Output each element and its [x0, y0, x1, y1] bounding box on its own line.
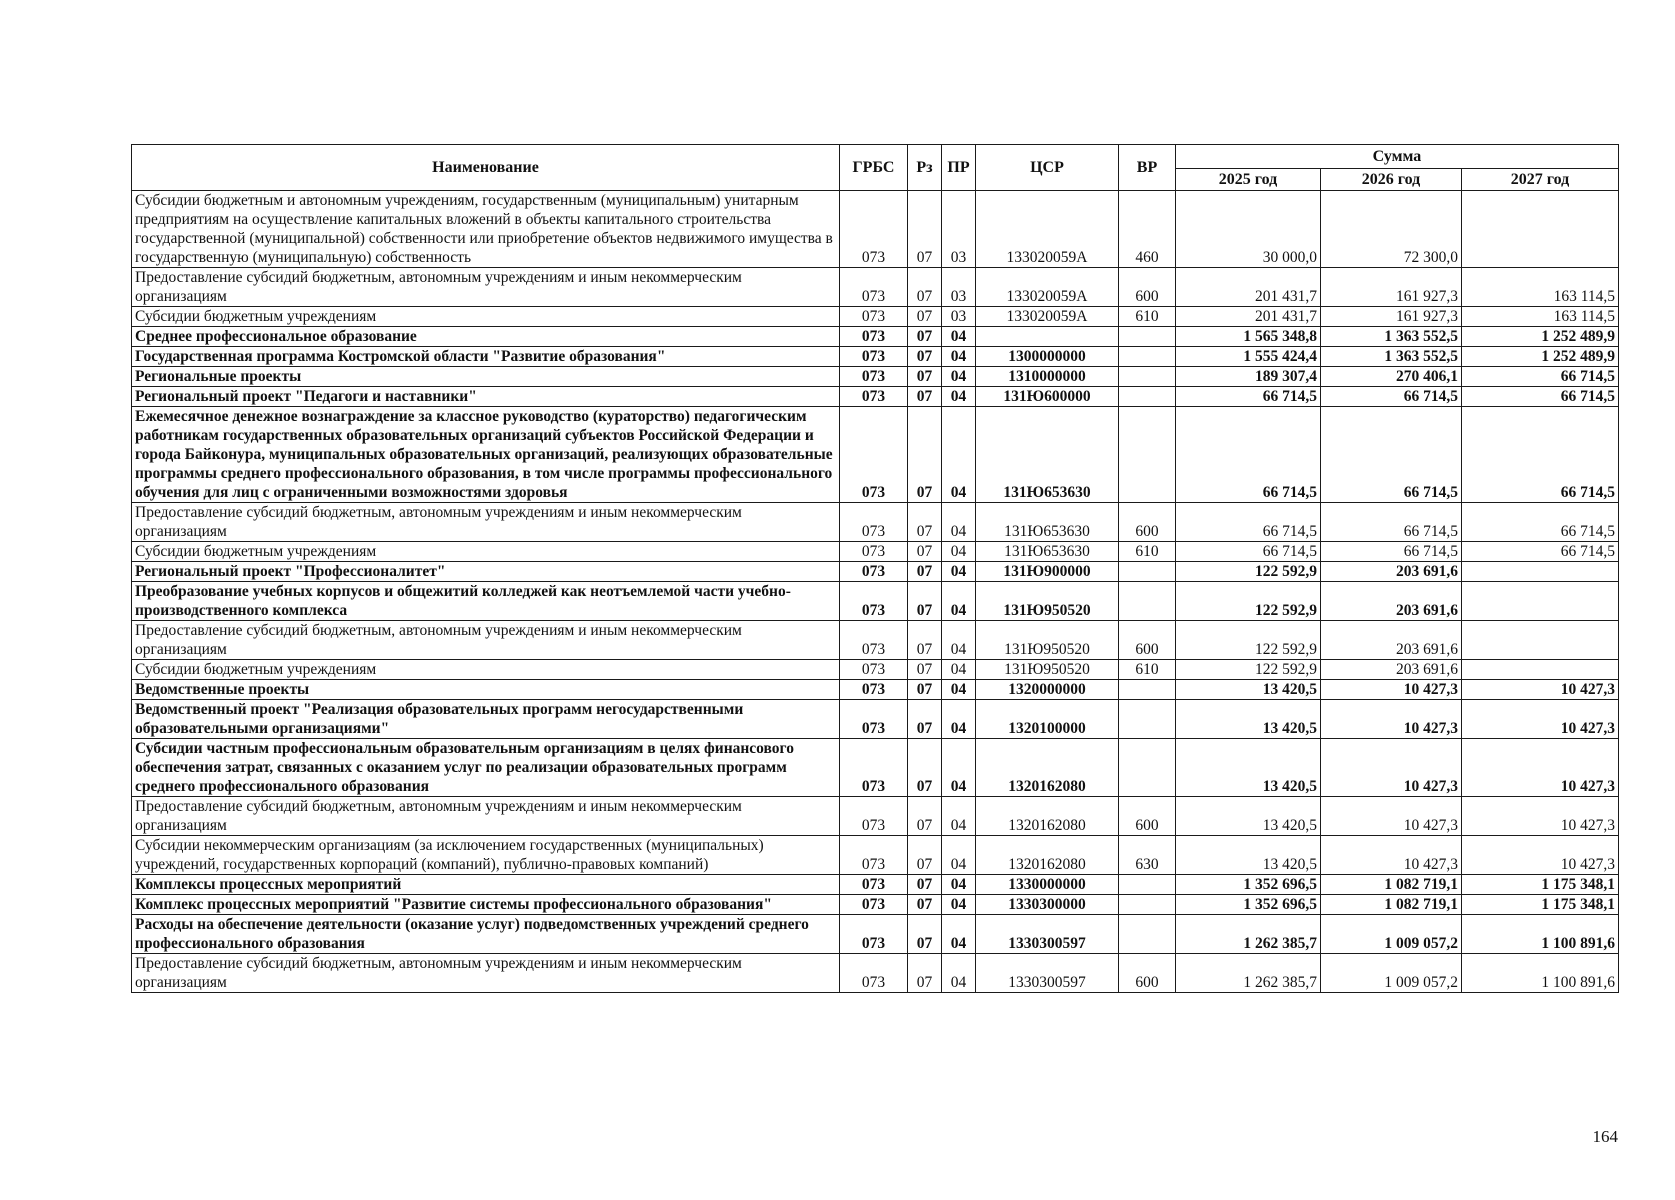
cell-csr: 131Ю950520	[976, 582, 1119, 621]
cell-y2025: 122 592,9	[1176, 562, 1321, 582]
cell-y2027: 66 714,5	[1462, 542, 1619, 562]
table-row	[132, 542, 1619, 562]
cell-name: Расходы на обеспечение деятельности (оказание услуг) подведомственных учреждений среднего профессионального образования	[132, 915, 840, 954]
cell-csr: 1330000000	[976, 875, 1119, 895]
cell-vr: 600	[1119, 621, 1176, 660]
cell-y2025: 1 262 385,7	[1176, 915, 1321, 954]
cell-vr	[1119, 739, 1176, 797]
cell-csr: 1320100000	[976, 700, 1119, 739]
table-row	[132, 582, 1619, 621]
cell-y2025: 201 431,7	[1176, 268, 1321, 307]
cell-rz: 07	[908, 700, 942, 739]
cell-y2026: 161 927,3	[1321, 307, 1462, 327]
table-row	[132, 621, 1619, 660]
cell-rz: 07	[908, 542, 942, 562]
cell-vr	[1119, 582, 1176, 621]
cell-rz: 07	[908, 407, 942, 503]
cell-y2026: 10 427,3	[1321, 797, 1462, 836]
cell-vr: 630	[1119, 836, 1176, 875]
cell-y2026: 203 691,6	[1321, 562, 1462, 582]
cell-y2026: 1 082 719,1	[1321, 875, 1462, 895]
cell-rz: 07	[908, 347, 942, 367]
cell-grbs: 073	[840, 562, 908, 582]
cell-csr: 131Ю653630	[976, 503, 1119, 542]
cell-grbs: 073	[840, 307, 908, 327]
cell-y2025: 201 431,7	[1176, 307, 1321, 327]
cell-csr: 1330300597	[976, 954, 1119, 993]
table-row	[132, 562, 1619, 582]
cell-y2025: 122 592,9	[1176, 621, 1321, 660]
cell-y2025: 66 714,5	[1176, 387, 1321, 407]
cell-y2027: 10 427,3	[1462, 739, 1619, 797]
table-row	[132, 387, 1619, 407]
budget-table	[131, 144, 1619, 993]
table-row	[132, 347, 1619, 367]
cell-y2025: 122 592,9	[1176, 582, 1321, 621]
cell-rz: 07	[908, 915, 942, 954]
cell-csr: 1320162080	[976, 836, 1119, 875]
cell-name: Субсидии бюджетным учреждениям	[132, 660, 840, 680]
cell-vr	[1119, 367, 1176, 387]
table-row	[132, 915, 1619, 954]
cell-grbs: 073	[840, 367, 908, 387]
cell-csr: 1310000000	[976, 367, 1119, 387]
cell-y2027: 10 427,3	[1462, 700, 1619, 739]
cell-rz: 07	[908, 739, 942, 797]
cell-vr: 600	[1119, 797, 1176, 836]
cell-y2027: 1 100 891,6	[1462, 915, 1619, 954]
cell-name: Предоставление субсидий бюджетным, автономным учреждениям и иным некоммерческим организациям	[132, 954, 840, 993]
table-row	[132, 700, 1619, 739]
cell-csr: 1330300000	[976, 895, 1119, 915]
header-vr: ВР	[1119, 145, 1176, 191]
cell-name: Среднее профессиональное образование	[132, 327, 840, 347]
cell-vr: 610	[1119, 307, 1176, 327]
cell-grbs: 073	[840, 875, 908, 895]
cell-y2025: 1 555 424,4	[1176, 347, 1321, 367]
header-year-2027: 2027 год	[1462, 169, 1619, 191]
cell-csr: 1320000000	[976, 680, 1119, 700]
cell-csr: 131Ю900000	[976, 562, 1119, 582]
table-row	[132, 307, 1619, 327]
cell-pr: 04	[942, 680, 976, 700]
cell-rz: 07	[908, 797, 942, 836]
cell-y2025: 13 420,5	[1176, 739, 1321, 797]
cell-rz: 07	[908, 503, 942, 542]
cell-y2027	[1462, 191, 1619, 268]
cell-rz: 07	[908, 836, 942, 875]
cell-grbs: 073	[840, 700, 908, 739]
cell-name: Предоставление субсидий бюджетным, автономным учреждениям и иным некоммерческим организациям	[132, 268, 840, 307]
cell-pr: 04	[942, 836, 976, 875]
cell-rz: 07	[908, 660, 942, 680]
cell-name: Предоставление субсидий бюджетным, автономным учреждениям и иным некоммерческим организациям	[132, 797, 840, 836]
cell-csr: 1300000000	[976, 347, 1119, 367]
cell-vr	[1119, 387, 1176, 407]
cell-pr: 04	[942, 915, 976, 954]
cell-y2025: 66 714,5	[1176, 542, 1321, 562]
cell-pr: 03	[942, 191, 976, 268]
cell-grbs: 073	[840, 895, 908, 915]
cell-vr	[1119, 562, 1176, 582]
cell-csr	[976, 327, 1119, 347]
cell-y2026: 203 691,6	[1321, 621, 1462, 660]
table-row	[132, 327, 1619, 347]
cell-name: Региональный проект "Педагоги и наставники"	[132, 387, 840, 407]
cell-rz: 07	[908, 875, 942, 895]
cell-name: Ведомственный проект "Реализация образовательных программ негосударственными образовательными организациями"	[132, 700, 840, 739]
cell-vr	[1119, 327, 1176, 347]
cell-y2026: 66 714,5	[1321, 503, 1462, 542]
cell-y2026: 66 714,5	[1321, 542, 1462, 562]
cell-y2027: 66 714,5	[1462, 367, 1619, 387]
cell-pr: 04	[942, 503, 976, 542]
cell-rz: 07	[908, 387, 942, 407]
cell-y2026: 161 927,3	[1321, 268, 1462, 307]
cell-grbs: 073	[840, 915, 908, 954]
cell-pr: 04	[942, 562, 976, 582]
cell-grbs: 073	[840, 191, 908, 268]
cell-csr: 1320162080	[976, 797, 1119, 836]
cell-name: Субсидии бюджетным и автономным учреждениям, государственным (муниципальным) унитарным предприятиям на осуществление капитальных вложений в объекты капитального строительства государственной (муниципальной) собственности или приобретение объектов недвижимого имущества в государственную (муниципальную) собственность	[132, 191, 840, 268]
table-row	[132, 954, 1619, 993]
cell-grbs: 073	[840, 503, 908, 542]
table-row	[132, 895, 1619, 915]
cell-grbs: 073	[840, 621, 908, 660]
cell-pr: 04	[942, 327, 976, 347]
cell-y2026: 1 009 057,2	[1321, 915, 1462, 954]
cell-name: Государственная программа Костромской области "Развитие образования"	[132, 347, 840, 367]
cell-name: Ежемесячное денежное вознаграждение за классное руководство (кураторство) педагогическим работникам государственных образовательных организаций субъектов Российской Федерации и города Байконура, муниципальных образовательных организаций, реализующих образовательные программы среднего профессионального образования, в том числе программы профессионального обучения для лиц с ограниченными возможностями здоровья	[132, 407, 840, 503]
cell-grbs: 073	[840, 542, 908, 562]
cell-csr: 1320162080	[976, 739, 1119, 797]
cell-pr: 04	[942, 347, 976, 367]
cell-y2026: 203 691,6	[1321, 582, 1462, 621]
cell-csr: 131Ю653630	[976, 407, 1119, 503]
header-name: Наименование	[132, 145, 840, 191]
cell-csr: 133020059А	[976, 307, 1119, 327]
cell-y2025: 66 714,5	[1176, 503, 1321, 542]
cell-grbs: 073	[840, 347, 908, 367]
cell-grbs: 073	[840, 660, 908, 680]
cell-y2025: 1 352 696,5	[1176, 895, 1321, 915]
table-body	[132, 191, 1619, 993]
cell-name: Ведомственные проекты	[132, 680, 840, 700]
header-csr: ЦСР	[976, 145, 1119, 191]
cell-y2025: 1 352 696,5	[1176, 875, 1321, 895]
cell-rz: 07	[908, 268, 942, 307]
cell-vr	[1119, 875, 1176, 895]
cell-name: Комплексы процессных мероприятий	[132, 875, 840, 895]
cell-y2026: 66 714,5	[1321, 387, 1462, 407]
cell-y2026: 10 427,3	[1321, 680, 1462, 700]
cell-name: Субсидии бюджетным учреждениям	[132, 542, 840, 562]
cell-rz: 07	[908, 954, 942, 993]
cell-csr: 131Ю600000	[976, 387, 1119, 407]
cell-y2027: 1 175 348,1	[1462, 875, 1619, 895]
header-rz: Рз	[908, 145, 942, 191]
cell-grbs: 073	[840, 680, 908, 700]
cell-csr: 131Ю950520	[976, 660, 1119, 680]
table-row	[132, 875, 1619, 895]
cell-pr: 04	[942, 542, 976, 562]
page-number: 164	[1592, 1127, 1618, 1146]
cell-rz: 07	[908, 621, 942, 660]
cell-name: Комплекс процессных мероприятий "Развитие системы профессионального образования"	[132, 895, 840, 915]
cell-pr: 04	[942, 660, 976, 680]
cell-pr: 04	[942, 621, 976, 660]
cell-y2027: 1 175 348,1	[1462, 895, 1619, 915]
cell-grbs: 073	[840, 407, 908, 503]
cell-name: Субсидии некоммерческим организациям (за исключением государственных (муниципальных) учреждений, государственных корпораций (компаний), публично-правовых компаний)	[132, 836, 840, 875]
cell-y2025: 122 592,9	[1176, 660, 1321, 680]
cell-pr: 04	[942, 700, 976, 739]
header-sum: Сумма	[1176, 145, 1619, 169]
cell-pr: 04	[942, 387, 976, 407]
cell-y2027	[1462, 582, 1619, 621]
cell-y2027: 66 714,5	[1462, 503, 1619, 542]
header-grbs: ГРБС	[840, 145, 908, 191]
cell-y2025: 13 420,5	[1176, 680, 1321, 700]
table-row	[132, 797, 1619, 836]
cell-y2027: 66 714,5	[1462, 387, 1619, 407]
cell-y2026: 270 406,1	[1321, 367, 1462, 387]
cell-name: Субсидии бюджетным учреждениям	[132, 307, 840, 327]
cell-name: Преобразование учебных корпусов и общежитий колледжей как неотъемлемой части учебно-производственного комплекса	[132, 582, 840, 621]
cell-rz: 07	[908, 562, 942, 582]
table-row	[132, 660, 1619, 680]
cell-pr: 04	[942, 895, 976, 915]
table-header	[132, 145, 1619, 191]
cell-y2026: 10 427,3	[1321, 836, 1462, 875]
cell-vr: 610	[1119, 660, 1176, 680]
cell-y2026: 10 427,3	[1321, 700, 1462, 739]
cell-y2027: 10 427,3	[1462, 680, 1619, 700]
cell-y2026: 1 363 552,5	[1321, 327, 1462, 347]
cell-grbs: 073	[840, 954, 908, 993]
cell-vr	[1119, 915, 1176, 954]
cell-y2027: 1 100 891,6	[1462, 954, 1619, 993]
cell-pr: 04	[942, 407, 976, 503]
cell-y2027: 163 114,5	[1462, 268, 1619, 307]
cell-y2026: 1 363 552,5	[1321, 347, 1462, 367]
cell-grbs: 073	[840, 387, 908, 407]
cell-grbs: 073	[840, 327, 908, 347]
header-year-2026: 2026 год	[1321, 169, 1462, 191]
cell-grbs: 073	[840, 739, 908, 797]
cell-csr: 131Ю653630	[976, 542, 1119, 562]
cell-pr: 04	[942, 367, 976, 387]
cell-pr: 04	[942, 954, 976, 993]
cell-pr: 04	[942, 739, 976, 797]
cell-y2025: 13 420,5	[1176, 836, 1321, 875]
header-year-2025: 2025 год	[1176, 169, 1321, 191]
cell-y2027: 1 252 489,9	[1462, 327, 1619, 347]
cell-y2027	[1462, 621, 1619, 660]
cell-name: Предоставление субсидий бюджетным, автономным учреждениям и иным некоммерческим организациям	[132, 621, 840, 660]
cell-y2027	[1462, 562, 1619, 582]
cell-csr: 133020059А	[976, 268, 1119, 307]
table-row	[132, 680, 1619, 700]
cell-name: Региональные проекты	[132, 367, 840, 387]
cell-grbs: 073	[840, 268, 908, 307]
cell-vr: 600	[1119, 268, 1176, 307]
table-row	[132, 367, 1619, 387]
cell-pr: 03	[942, 268, 976, 307]
header-pr: ПР	[942, 145, 976, 191]
cell-vr	[1119, 347, 1176, 367]
cell-y2026: 72 300,0	[1321, 191, 1462, 268]
cell-y2027: 10 427,3	[1462, 836, 1619, 875]
cell-y2027: 66 714,5	[1462, 407, 1619, 503]
cell-rz: 07	[908, 191, 942, 268]
cell-pr: 04	[942, 797, 976, 836]
cell-vr: 600	[1119, 954, 1176, 993]
cell-y2025: 1 565 348,8	[1176, 327, 1321, 347]
cell-y2027: 1 252 489,9	[1462, 347, 1619, 367]
cell-y2025: 13 420,5	[1176, 797, 1321, 836]
cell-y2025: 30 000,0	[1176, 191, 1321, 268]
table-row	[132, 268, 1619, 307]
cell-rz: 07	[908, 307, 942, 327]
cell-rz: 07	[908, 680, 942, 700]
table-row	[132, 407, 1619, 503]
cell-y2026: 10 427,3	[1321, 739, 1462, 797]
cell-vr: 600	[1119, 503, 1176, 542]
cell-y2025: 1 262 385,7	[1176, 954, 1321, 993]
cell-y2026: 1 009 057,2	[1321, 954, 1462, 993]
cell-csr: 131Ю950520	[976, 621, 1119, 660]
cell-pr: 04	[942, 582, 976, 621]
cell-pr: 04	[942, 875, 976, 895]
cell-grbs: 073	[840, 797, 908, 836]
cell-csr: 1330300597	[976, 915, 1119, 954]
cell-vr	[1119, 407, 1176, 503]
table-row	[132, 836, 1619, 875]
cell-y2025: 189 307,4	[1176, 367, 1321, 387]
cell-vr	[1119, 895, 1176, 915]
cell-rz: 07	[908, 367, 942, 387]
cell-y2027: 10 427,3	[1462, 797, 1619, 836]
cell-y2025: 13 420,5	[1176, 700, 1321, 739]
cell-vr: 460	[1119, 191, 1176, 268]
cell-vr	[1119, 700, 1176, 739]
cell-rz: 07	[908, 895, 942, 915]
table-row	[132, 503, 1619, 542]
cell-y2025: 66 714,5	[1176, 407, 1321, 503]
cell-csr: 133020059А	[976, 191, 1119, 268]
cell-y2027	[1462, 660, 1619, 680]
cell-grbs: 073	[840, 836, 908, 875]
cell-name: Региональный проект "Профессионалитет"	[132, 562, 840, 582]
cell-y2026: 1 082 719,1	[1321, 895, 1462, 915]
cell-pr: 03	[942, 307, 976, 327]
cell-name: Предоставление субсидий бюджетным, автономным учреждениям и иным некоммерческим организациям	[132, 503, 840, 542]
cell-name: Субсидии частным профессиональным образовательным организациям в целях финансового обеспечения затрат, связанных с оказанием услуг по реализации образовательных программ среднего профессионального образования	[132, 739, 840, 797]
cell-y2026: 66 714,5	[1321, 407, 1462, 503]
cell-rz: 07	[908, 582, 942, 621]
table-row	[132, 191, 1619, 268]
cell-rz: 07	[908, 327, 942, 347]
cell-y2026: 203 691,6	[1321, 660, 1462, 680]
cell-y2027: 163 114,5	[1462, 307, 1619, 327]
table-row	[132, 739, 1619, 797]
cell-grbs: 073	[840, 582, 908, 621]
cell-vr: 610	[1119, 542, 1176, 562]
cell-vr	[1119, 680, 1176, 700]
